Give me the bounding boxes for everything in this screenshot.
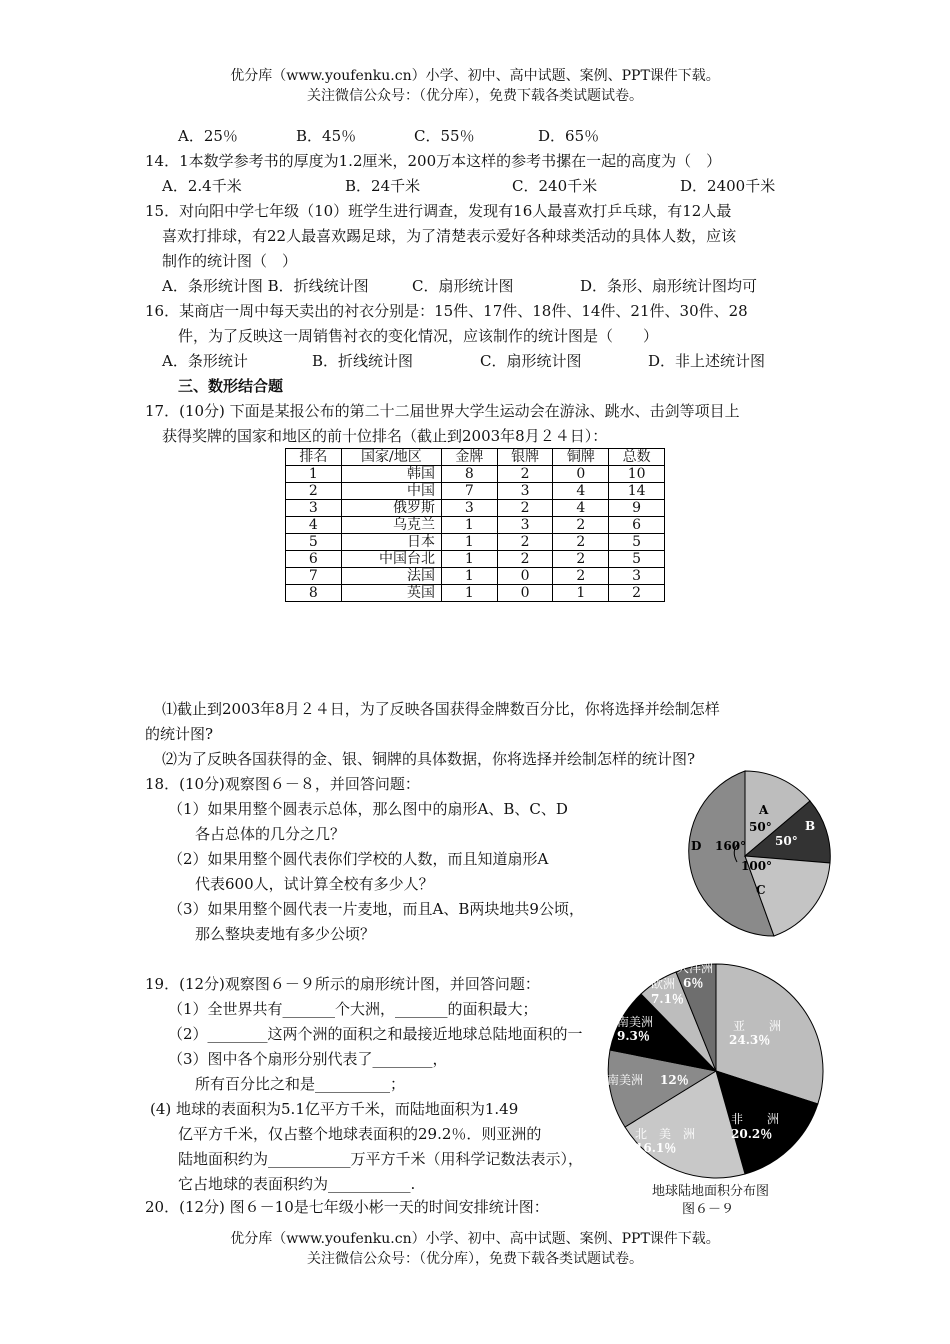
label-oceania: 大洋洲 <box>677 961 714 975</box>
cell-silver: 2 <box>497 500 553 517</box>
cell-country: 日本 <box>341 534 441 551</box>
cell-country: 韩国 <box>341 466 441 483</box>
table-row <box>286 466 665 483</box>
q19-sub4-line4: 它占地球的表面积约为___________. <box>178 1175 416 1193</box>
cell-total: 5 <box>609 534 665 551</box>
q18-sub3-line2: 那么整块麦地有多少公顷？ <box>195 925 376 943</box>
column-header: 银牌 <box>497 449 553 466</box>
cell-rank: 4 <box>286 517 342 534</box>
q18-stem: 18．(10分)观察图６－８，并回答问题： <box>145 775 420 793</box>
q13-option-d: D．65％ <box>538 127 600 145</box>
figure-6-9-pie-chart <box>605 960 827 1182</box>
cell-silver: 3 <box>497 517 553 534</box>
sector-label-c: C <box>756 883 766 897</box>
section-title: 三、数形结合题 <box>178 377 284 395</box>
table-header-row <box>286 449 665 466</box>
q19-sub3-line1: （3）图中各个扇形分别代表了________， <box>168 1050 448 1068</box>
q15-option-ab: A．条形统计图 B．折线统计图 <box>162 277 369 295</box>
cell-rank: 7 <box>286 568 342 585</box>
column-header: 金牌 <box>441 449 497 466</box>
cell-country: 中国 <box>341 483 441 500</box>
cell-rank: 2 <box>286 483 342 500</box>
q15-line3: 制作的统计图（ ） <box>162 252 298 270</box>
label-europe: 欧洲 <box>651 977 676 991</box>
table-row <box>286 585 665 602</box>
cell-rank: 8 <box>286 585 342 602</box>
q18-sub3-line1: （3）如果用整个圆代表一片麦地，而且A、B两块地共9公顷， <box>168 900 584 918</box>
pct-antarctica: 9.3％ <box>617 1029 650 1043</box>
q19-stem: 19．(12分)观察图６－９所示的扇形统计图，并回答问题： <box>145 975 540 993</box>
q15-option-c: C．扇形统计图 <box>412 277 514 295</box>
q17-line2: 获得奖牌的国家和地区的前十位排名（截止到2003年8月２４日）： <box>162 427 608 445</box>
cell-gold: 1 <box>441 585 497 602</box>
page-footer-line1: 优分库（www.youfenku.cn）小学、初中、高中试题、案例、PPT课件下载。 <box>230 1231 720 1247</box>
table-row <box>286 500 665 517</box>
cell-gold: 1 <box>441 517 497 534</box>
q16-option-c: C．扇形统计图 <box>480 352 582 370</box>
cell-rank: 3 <box>286 500 342 517</box>
q19-sub2: （2）________这两个洲的面积之和最接近地球总陆地面积的一 <box>168 1025 583 1043</box>
q16-option-b: B．折线统计图 <box>312 352 414 370</box>
cell-gold: 1 <box>441 568 497 585</box>
cell-total: 5 <box>609 551 665 568</box>
q15-option-d: D．条形、扇形统计图均可 <box>580 277 758 295</box>
label-north-america: 北 美 洲 <box>635 1127 696 1141</box>
table-row <box>286 568 665 585</box>
q15-line1: 15．对向阳中学七年级（10）班学生进行调查，发现有16人最喜欢打乒乓球，有12人最 <box>145 202 732 220</box>
cell-silver: 0 <box>497 568 553 585</box>
q19-sub1: （1）全世界共有_______个大洲，_______的面积最大； <box>168 1000 538 1018</box>
q16-line2: 件，为了反映这一周销售衬衣的变化情况，应该制作的统计图是（ ） <box>178 327 659 345</box>
q18-sub1-line2: 各占总体的几分之几？ <box>195 825 346 843</box>
angle-label-c: 100° <box>741 859 773 873</box>
column-header: 铜牌 <box>553 449 609 466</box>
q13-option-b: B．45％ <box>296 127 357 145</box>
cell-gold: 8 <box>441 466 497 483</box>
cell-bronze: 0 <box>553 466 609 483</box>
q14-option-d: D．2400千米 <box>680 177 776 195</box>
cell-total: 9 <box>609 500 665 517</box>
table-row <box>286 534 665 551</box>
column-header: 总数 <box>609 449 665 466</box>
q15-line2: 喜欢打排球，有22人最喜欢踢足球，为了清楚表示爱好各种球类活动的具体人数，应该 <box>162 227 737 245</box>
q19-sub4-line1: (4) 地球的表面积为5.1亿平方千米，而陆地面积为1.49 <box>150 1100 519 1118</box>
q18-sub2-line1: （2）如果用整个圆代表你们学校的人数，而且知道扇形A <box>168 850 549 868</box>
q14-option-b: B．24千米 <box>345 177 421 195</box>
figure-6-9-caption: 地球陆地面积分布图 <box>652 1184 770 1199</box>
q13-option-a: A．25％ <box>178 127 238 145</box>
cell-total: 14 <box>609 483 665 500</box>
cell-silver: 3 <box>497 483 553 500</box>
cell-country: 英国 <box>341 585 441 602</box>
cell-gold: 1 <box>441 534 497 551</box>
q16-option-a: A．条形统计 <box>162 352 248 370</box>
label-africa: 非 洲 <box>731 1112 780 1126</box>
sector-label-a: A <box>759 803 769 817</box>
cell-country: 乌克兰 <box>341 517 441 534</box>
pct-africa: 20.2％ <box>731 1127 773 1141</box>
page-header-line2: 关注微信公众号：（优分库），免费下载各类试题试卷。 <box>307 88 643 104</box>
cell-rank: 5 <box>286 534 342 551</box>
q18-sub1-line1: （1）如果用整个圆表示总体，那么图中的扇形A、B、C、D <box>168 800 568 818</box>
table-row <box>286 551 665 568</box>
sector-label-d: D <box>691 839 702 853</box>
q16-option-d: D．非上述统计图 <box>648 352 766 370</box>
cell-total: 2 <box>609 585 665 602</box>
cell-total: 3 <box>609 568 665 585</box>
cell-bronze: 2 <box>553 534 609 551</box>
cell-bronze: 1 <box>553 585 609 602</box>
cell-country: 法国 <box>341 568 441 585</box>
page-header-line1: 优分库（www.youfenku.cn）小学、初中、高中试题、案例、PPT课件下载。 <box>230 68 720 84</box>
q19-sub4-line3: 陆地面积约为___________万平方千米（用科学记数法表示）， <box>178 1150 584 1168</box>
q17-sub1-line2: 的统计图? <box>145 725 214 743</box>
q14-option-c: C．240千米 <box>512 177 598 195</box>
q19-sub4-line2: 亿平方千米，仅占整个地球表面积的29.2％．则亚洲的 <box>178 1125 542 1143</box>
q18-sub2-line2: 代表600人，试计算全校有多少人？ <box>195 875 434 893</box>
cell-gold: 7 <box>441 483 497 500</box>
pct-europe: 7.1％ <box>651 992 684 1006</box>
pct-oceania: 6％ <box>683 976 704 990</box>
medal-table <box>285 448 665 602</box>
q16-line1: 16．某商店一周中每天卖出的衬衣分别是：15件、17件、18件、14件、21件、30件、28 <box>145 302 748 320</box>
q14-option-a: A．2.4千米 <box>162 177 242 195</box>
q19-sub3-line2: 所有百分比之和是__________； <box>195 1075 406 1093</box>
cell-bronze: 2 <box>553 517 609 534</box>
pct-south-america: 12％ <box>660 1073 689 1087</box>
label-asia: 亚 洲 <box>733 1019 782 1033</box>
cell-gold: 1 <box>441 551 497 568</box>
cell-bronze: 4 <box>553 500 609 517</box>
cell-silver: 0 <box>497 585 553 602</box>
cell-total: 10 <box>609 466 665 483</box>
figure-6-8-pie-chart <box>655 766 835 946</box>
pct-asia: 24.3％ <box>729 1033 771 1047</box>
cell-country: 俄罗斯 <box>341 500 441 517</box>
angle-label-a: 50° <box>749 820 772 834</box>
figure-6-9-number: 图６－９ <box>682 1202 735 1217</box>
cell-gold: 3 <box>441 500 497 517</box>
page-footer-line2: 关注微信公众号：（优分库），免费下载各类试题试卷。 <box>307 1251 643 1267</box>
cell-rank: 1 <box>286 466 342 483</box>
angle-label-b: 50° <box>775 834 798 848</box>
label-south-america: 南美洲 <box>607 1073 644 1087</box>
column-header: 国家/地区 <box>341 449 441 466</box>
cell-silver: 2 <box>497 551 553 568</box>
table-row <box>286 483 665 500</box>
q14-stem: 14．1本数学参考书的厚度为1.2厘米，200万本这样的参考书摞在一起的高度为（ ） <box>145 152 722 170</box>
cell-country: 中国台北 <box>341 551 441 568</box>
pct-north-america: 16.1％ <box>635 1141 677 1155</box>
cell-bronze: 2 <box>553 568 609 585</box>
q17-sub1-line1: ⑴截止到2003年8月２４日，为了反映各国获得金牌数百分比，你将选择并绘制怎样 <box>162 700 720 718</box>
cell-total: 6 <box>609 517 665 534</box>
cell-bronze: 4 <box>553 483 609 500</box>
sector-label-b: B <box>805 819 816 833</box>
q20-stem: 20．(12分) 图６－10是七年级小彬一天的时间安排统计图： <box>145 1198 549 1216</box>
q13-option-c: C．55％ <box>414 127 475 145</box>
column-header: 排名 <box>286 449 342 466</box>
cell-silver: 2 <box>497 466 553 483</box>
table-row <box>286 517 665 534</box>
label-antarctica: 南美洲 <box>617 1015 654 1029</box>
cell-rank: 6 <box>286 551 342 568</box>
q17-sub2: ⑵为了反映各国获得的金、银、铜牌的具体数据，你将选择并绘制怎样的统计图? <box>162 750 696 768</box>
q17-line1: 17．(10分) 下面是某报公布的第二十二届世界大学生运动会在游泳、跳水、击剑等项目上 <box>145 402 740 420</box>
angle-label-d: 160° <box>715 839 747 853</box>
cell-bronze: 2 <box>553 551 609 568</box>
cell-silver: 2 <box>497 534 553 551</box>
